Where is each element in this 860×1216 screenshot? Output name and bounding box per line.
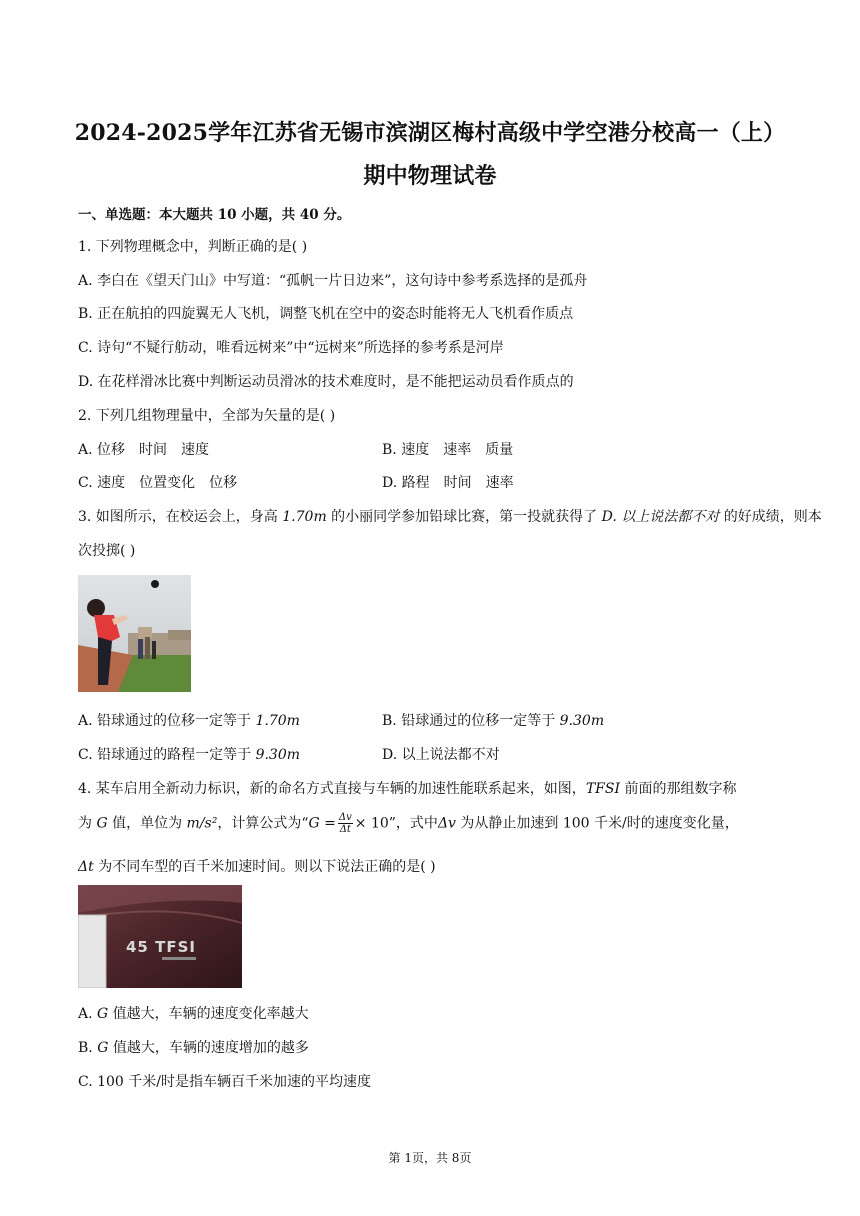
q2-option-d: D. 路程 时间 速率 — [382, 475, 514, 491]
q3-stem-line1: 3. 如图所示，在校运会上，身高 1.70m 的小丽同学参加铅球比赛，第一投就获得了 D. 以上说法都不对 的好成绩，则本 — [78, 509, 822, 525]
q3-stem-line2: 次投掷( ) — [78, 543, 136, 559]
car-badge-image — [78, 885, 242, 988]
shot-put-photo — [78, 575, 191, 692]
q2-option-c: C. 速度 位置变化 位移 — [78, 475, 238, 491]
q1-option-c: C. 诗句“不疑行舫动，唯看远树来”中“远树来”所选择的参考系是河岸 — [78, 340, 504, 356]
q1-option-a: A. 李白在《望天门山》中写道：“孤帆一片日边来”，这句诗中参考系选择的是孤舟 — [78, 273, 588, 289]
formula-fraction: $\frac{\Delta v}{\Delta t}$ — [338, 812, 352, 835]
page-footer: 第 1页，共 8页 — [388, 1151, 472, 1165]
q4-option-a: A. G 值越大，车辆的速度变化率越大 — [78, 1006, 309, 1022]
car-badge-photo — [78, 885, 242, 988]
q4-stem-line3: Δt 为不同车型的百千米加速时间。则以下说法正确的是( ) — [78, 859, 436, 875]
q3-option-a: A. 铅球通过的位移一定等于 1.70m — [78, 713, 300, 729]
q4-option-c: C. 100 千米/时是指车辆百千米加速的平均速度 — [78, 1074, 372, 1090]
formula-lhs: G = — [308, 815, 336, 832]
exam-title-line1: 2024-2025学年江苏省无锡市滨湖区梅村高级中学空港分校高一（上） — [74, 120, 786, 146]
badge-text: 45 TFSI — [126, 938, 196, 956]
q1-option-b: B. 正在航拍的四旋翼无人飞机，调整飞机在空中的姿态时能将无人飞机看作质点 — [78, 306, 574, 322]
q4-stem-line1: 4. 某车启用全新动力标识，新的命名方式直接与车辆的加速性能联系起来，如图，TFSI 前面的那组数字称 — [78, 781, 737, 797]
q3-option-c: C. 铅球通过的路程一定等于 9.30m — [78, 747, 301, 763]
q2-option-b: B. 速度 速率 质量 — [382, 442, 514, 458]
q1-option-d: D. 在花样滑冰比赛中判断运动员滑冰的技术难度时，是不能把运动员看作质点的 — [78, 374, 574, 390]
q2-stem: 2. 下列几组物理量中，全部为矢量的是( ) — [78, 408, 336, 424]
q3-option-d: D. 以上说法都不对 — [382, 747, 500, 763]
q1-stem: 1. 下列物理概念中，判断正确的是( ) — [78, 239, 308, 255]
q2-option-a: A. 位移 时间 速度 — [78, 442, 210, 458]
section-heading: 一、单选题：本大题共 10 小题，共 40 分。 — [78, 207, 351, 223]
exam-title-line2: 期中物理试卷 — [363, 163, 497, 189]
q4-stem-line2: 为 G 值，单位为 m/s²，计算公式为“G = $\frac{\Delta v}{\Delta t}$ × 10”，式中Δv 为从静止加速到 100 千米/时的速度变化量， — [78, 812, 739, 835]
q4-option-b: B. G 值越大，车辆的速度增加的越多 — [78, 1040, 309, 1056]
formula-rhs: × 10 — [354, 815, 389, 832]
shot-put-image — [78, 575, 191, 692]
q3-option-b: B. 铅球通过的位移一定等于 9.30m — [382, 713, 605, 729]
